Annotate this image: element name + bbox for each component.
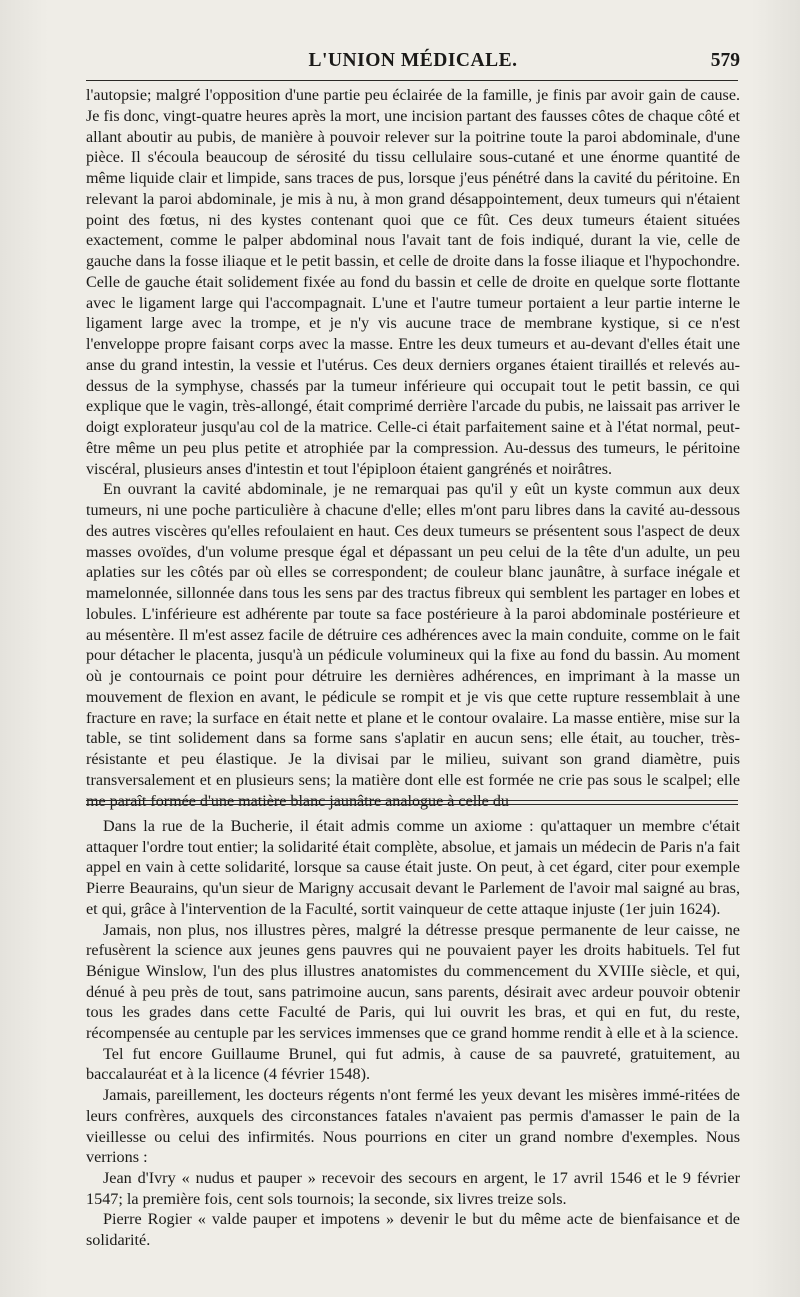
feuilleton-paragraph: Tel fut encore Guillaume Brunel, qui fut admis, à cause de sa pauvreté, gratuitement, au baccalauréat et à la licence (4 février 1548). (86, 1044, 740, 1084)
feuilleton-text (86, 816, 740, 1251)
running-head: L'UNION MÉDICALE. (308, 50, 518, 71)
feuilleton-paragraph: Dans la rue de la Bucherie, il était admis comme un axiome : qu'attaquer un membre c'était attaquer l'ordre tout entier; la solidarité était complète, absolue, et jamais un médecin de Paris n'a fait appel en vain à cette solidarité, lorsque sa cause était juste. On peut, à cet égard, citer pour exemple Pierre Beaurains, qu'un sieur de Marigny accusait devant le Parlement de l'avoir mal saigné au bras, et qui, grâce à l'intervention de la Faculté, sortit vainqueur de cette attaque injuste (1er juin 1624). (86, 817, 740, 918)
main-paragraph: En ouvrant la cavité abdominale, je ne remarquai pas qu'il y eût un kyste commun aux deux tumeurs, ni une poche particulière à chacune d'elle; elles m'ont paru libres dans la cavité au-dessous des autres viscères qu'elles refoulaient en haut. Ces deux tumeurs se présentent sous l'aspect de deux masses ovoïdes, d'un volume presque égal et dépassant un peu celui de la tête d'un adulte, un peu aplaties sur les côtés par où elles se correspondent; de couleur blanc jaunâtre, à surface inégale et mamelonnée, sillonnée dans tous les sens par des tractus fibreux qui semblent les partager en lobes et lobules. L'inférieure est adhérente par toute sa face postérieure à la paroi abdominale postérieure et au mésentère. Il m'est assez facile de détruire ces adhérences avec la main conduite, comme on le fait pour détacher le placenta, jusqu'à un pédicule volumineux qui la fixe au fond du bassin. Au moment où je contournais ce point pour détruire les dernières adhérences, en imprimant à la masse un mouvement de flexion en avant, le pédicule se rompit et je vis que cette rupture ressemblait à une fracture en rave; la surface en était nette et plane et le contour ovalaire. La masse entière, mise sur la table, se tint solidement dans sa forme sans s'aplatir en aucun sens; elle était, au toucher, très-résistante et peu élastique. Je la divisai par le milieu, suivant son grand diamètre, puis transversalement et en plusieurs sens; la matière dont elle est formée ne crie pas sous le scalpel; elle me paraît formée d'une matière blanc jaunâtre analogue à celle du (86, 481, 740, 810)
page-header (86, 48, 740, 78)
feuilleton-paragraph: Pierre Rogier « valde pauper et impotens » devenir le but du même acte de bienfaisance et de solidarité. (86, 1210, 740, 1250)
main-paragraph: l'autopsie; malgré l'opposition d'une partie peu éclairée de la famille, je finis par avoir gain de cause. Je fis donc, vingt-quatre heures après la mort, une incision partant des fausses côtes de chaque côté et allant aboutir au pubis, de manière à pouvoir relever sur la poitrine toute la paroi abdominale, d'une pièce. Il s'écoula beaucoup de sérosité du tissu cellulaire sous-cutané et une énorme quantité de même liquide clair et limpide, sans traces de pus, lorsque j'eus pénétré dans la cavité du péritoine. En relevant la paroi abdominale, je mis à nu, à mon grand désappointement, deux tumeurs qui n'étaient point des fœtus, ni des kystes contenant quoi que ce fût. Ces deux tumeurs étaient situées exactement, comme le palper abdominal nous l'avait tant de fois indiqué, durant la vie, celle de gauche dans la fosse iliaque et le petit bassin, et celle de droite dans la fosse iliaque et l'hypochondre. Celle de gauche était solidement fixée au fond du bassin et celle de droite en quelque sorte flottante avec le ligament large qui l'accompagnait. L'une et l'autre tumeur portaient a leur partie interne le ligament large avec la trompe, et je n'y vis aucune trace de membrane kystique, si ce n'est l'enveloppe propre faisant corps avec la masse. Entre les deux tumeurs et au-devant d'elles était une anse du grand intestin, la vessie et l'utérus. Ces deux derniers organes étaient tiraillés et relevés au-dessus de la symphyse, chassés par la tumeur inférieure qui occupait tout le petit bassin, ce qui explique que le vagin, très-allongé, était comprimé derrière l'arcade du pubis, ne laissait pas arriver le doigt explorateur jusqu'au col de la matrice. Celle-ci était parfaitement saine et à l'état normal, peut-être même un peu plus petite et atrophiée par la compression. Au-dessus des tumeurs, le péritoine viscéral, plusieurs anses d'intestin et tout l'épiploon étaient gangrénés et noirâtres. (86, 87, 740, 478)
main-text (86, 86, 740, 812)
feuilleton-paragraph: Jamais, pareillement, les docteurs régents n'ont fermé les yeux devant les misères immé-ritées de leurs confrères, auxquels des circonstances fatales n'avaient pas permis d'amasser le pain de la vieillesse ou celui des infirmités. Nous pourrions en citer un grand nombre d'exemples. Nous verrions : (86, 1086, 740, 1167)
feuilleton-separator (86, 800, 738, 805)
feuilleton-paragraph: Jean d'Ivry « nudus et pauper » recevoir des secours en argent, le 17 avril 1546 et le 9 février 1547; la première fois, cent sols tournois; la seconde, six livres treize sols. (86, 1168, 740, 1208)
feuilleton-paragraph: Jamais, non plus, nos illustres pères, malgré la détresse presque permanente de leur caisse, ne refusèrent la science aux jeunes gens pauvres qui ne pouvaient payer les droits habituels. Tel fut Bénigue Winslow, l'un des plus illustres anatomistes du commencement du XVIIIe siècle, et qui, dénué à peu près de tout, sans patrimoine aucun, sans parents, désirait avec ardeur pouvoir obtenir tous les grades dans cette Faculté de Paris, qui lui ouvrit les bras, et qui en fut, du reste, récompensée au centuple par les services immenses que ce grand homme rendit à elle et à la science. (86, 920, 740, 1043)
page-number: 579 (710, 50, 740, 71)
header-rule (86, 80, 738, 81)
